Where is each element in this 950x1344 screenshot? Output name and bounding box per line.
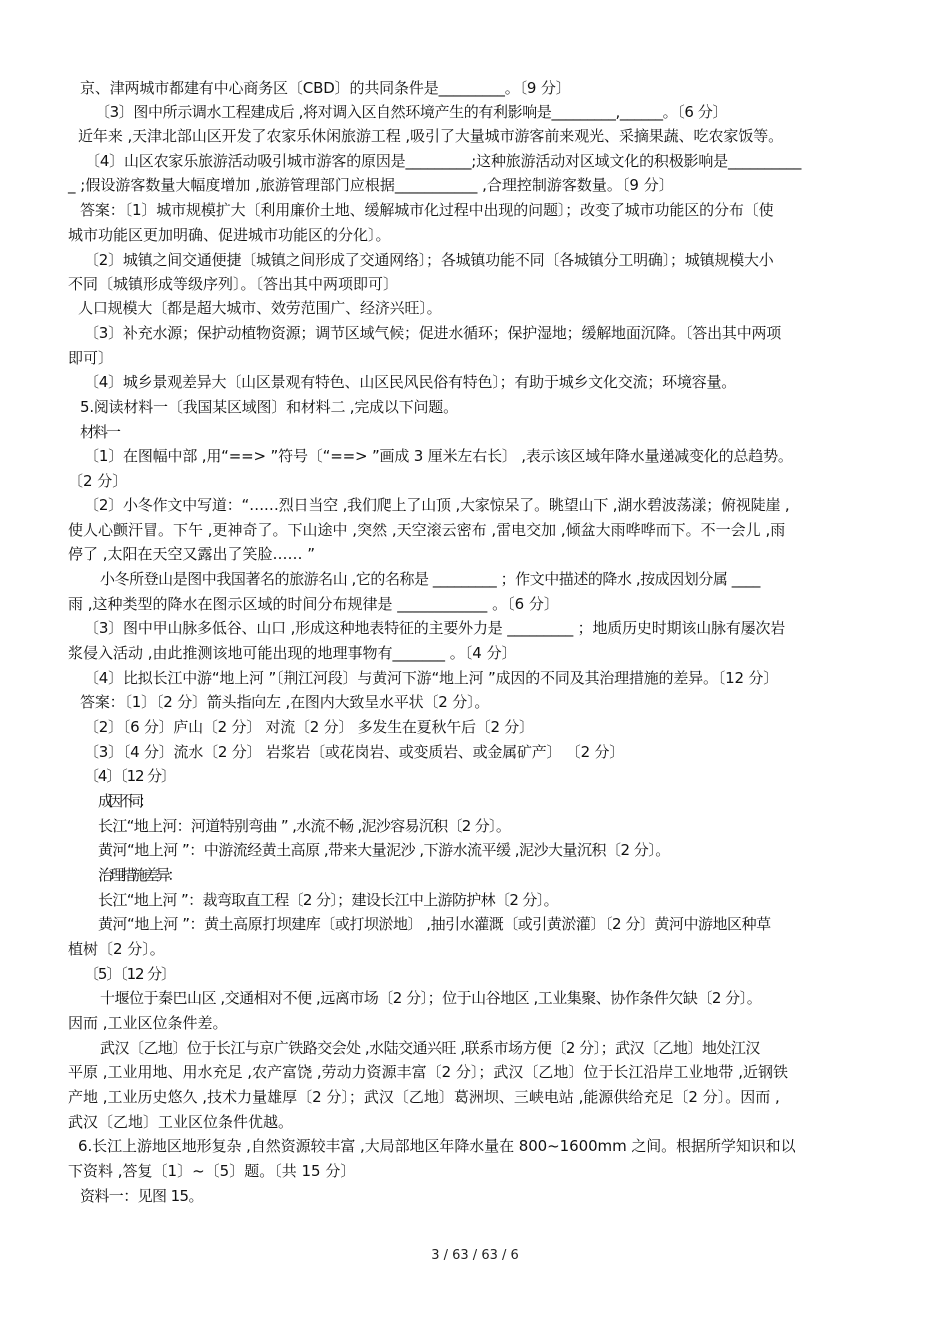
text-line: 成因不同： xyxy=(98,792,150,810)
text-line: 答案：〔1〕〔2 分〕箭头指向左 ,在图内大致呈水平状〔2 分〕。 xyxy=(80,693,490,711)
text-line: 不同〔城镇形成等级序列〕。〔答出其中两项即可〕 xyxy=(68,275,399,293)
text-line: 停了 ,太阳在天空又露出了笑脸…… ” xyxy=(68,545,316,563)
text-line: 植树〔2 分〕。 xyxy=(68,940,165,958)
text-line: 〔1〕在图幅中部 ,用“==> ”符号〔“==> ”画成 3 厘米左右长〕 ,表示该区域年降水量递减变化的总趋势。 xyxy=(84,447,793,465)
text-line: 人口规模大〔都是超大城市、效劳范围广、经济兴旺〕。 xyxy=(78,299,442,317)
text-line: 京、津两城市都建有中心商务区〔CBD〕的共同条件是_________。〔9 分〕 xyxy=(80,79,571,97)
text-line: 城市功能区更加明确、促进城市功能区的分化〕。 xyxy=(68,226,391,244)
text-line: 浆侵入活动 ,由此推测该地可能出现的地理事物有_______ 。〔4 分〕 xyxy=(68,644,517,662)
text-line: 雨 ,这种类型的降水在图示区域的时间分布规律是 ____________ 。〔6 分〕 xyxy=(68,595,559,613)
text-line: 材料一 xyxy=(80,423,120,441)
text-line: 长江“地上河 ”：裁弯取直工程〔2 分〕；建设长江中上游防护林〔2 分〕。 xyxy=(98,891,558,909)
page-number: 3 / 63 / 63 / 6 xyxy=(431,1248,519,1263)
text-line: 〔3〕补充水源；保护动植物资源；调节区域气候；促进水循环；保护湿地；缓解地面沉降。〔答出其中两项 xyxy=(84,324,782,342)
text-line: 〔4〕比拟长江中游“地上河 ”〔荆江河段〕与黄河下游“地上河 ”成因的不同及其治理措施的差异。〔12 分〕 xyxy=(84,669,779,687)
text-line: 〔4〕城乡景观差异大〔山区景观有特色、山区民风民俗有特色〕；有助于城乡文化交流；环境容量。 xyxy=(84,373,737,391)
text-line: 治理措施差异： xyxy=(98,866,179,884)
text-line: 因而 ,工业区位条件差。 xyxy=(68,1014,228,1032)
text-line: 黄河“地上河 ”：黄土高原打坝建库〔或打坝淤地〕 ,抽引水灌溉〔或引黄淤灌〕〔2 分〕黄河中游地区种草 xyxy=(98,915,771,933)
text-line: 〔2〕小冬作文中写道：“……烈日当空 ,我们爬上了山顶 ,大家惊呆了。眺望山下 ,湖水碧波荡漾；俯视陡崖 , xyxy=(84,496,790,514)
text-line: 使人心颤汗冒。下午 ,更神奇了。下山途中 ,突然 ,天空滚云密布 ,雷电交加 ,倾盆大雨哗哗而下。不一会儿 ,雨 xyxy=(68,521,786,539)
text-line: 小冬所登山是图中我国著名的旅游名山 ,它的名称是 _________ ；作文中描述的降水 ,按成因划分属 ____ xyxy=(100,570,760,588)
text-line: 〔4〕〔12 分〕 xyxy=(84,767,175,785)
text-line: 武汉〔乙地〕位于长江与京广铁路交会处 ,水陆交通兴旺 ,联系市场方便〔2 分〕；武汉〔乙地〕地处江汉 xyxy=(100,1039,760,1057)
text-line: 平原 ,工业用地、用水充足 ,农产富饶 ,劳动力资源丰富〔2 分〕；武汉〔乙地〕位于长江沿岸工业地带 ,近钢铁 xyxy=(68,1063,788,1081)
text-line: 〔3〕〔4 分〕流水〔2 分〕 岩浆岩〔或花岗岩、或变质岩、或金属矿产〕 〔2 分〕 xyxy=(84,743,624,761)
text-line: 黄河“地上河 ”：中游流经黄土高原 ,带来大量泥沙 ,下游水流平缓 ,泥沙大量沉积〔2 分〕。 xyxy=(98,841,670,859)
text-line: 〔5〕〔12 分〕 xyxy=(84,965,175,983)
text-line: 近年来 ,天津北部山区开发了农家乐休闲旅游工程 ,吸引了大量城市游客前来观光、采摘果蔬、吃农家饭等。 xyxy=(78,127,784,145)
question-heading: 5.阅读材料一〔我国某区域图〕和材料二 ,完成以下问题。 xyxy=(80,398,458,416)
text-line: _ ;假设游客数量大幅度增加 ,旅游管理部门应根据___________ ,合理控制游客数量。〔9 分〕 xyxy=(68,176,674,194)
text-line: 〔2〕城镇之间交通便捷〔城镇之间形成了交通网络〕；各城镇功能不同〔各城镇分工明确〕；城镇规模大小 xyxy=(84,251,774,269)
text-line: 长江“地上河：河道特别弯曲 ” ,水流不畅 ,泥沙容易沉积〔2 分〕。 xyxy=(98,817,511,835)
text-line: 下资料 ,答复〔1〕~〔5〕题。〔共 15 分〕 xyxy=(68,1162,356,1180)
text-line: 十堰位于秦巴山区 ,交通相对不便 ,远离市场〔2 分〕；位于山谷地区 ,工业集聚、协作条件欠缺〔2 分〕。 xyxy=(100,989,762,1007)
text-line: 产地 ,工业历史悠久 ,技术力量雄厚〔2 分〕；武汉〔乙地〕葛洲坝、三峡电站 ,能源供给充足〔2 分〕。因而 , xyxy=(68,1088,780,1106)
text-line: 〔2 分〕 xyxy=(68,472,128,490)
text-line: 答案：〔1〕城市规模扩大〔利用廉价土地、缓解城市化过程中出现的问题〕；改变了城市功能区的分布〔使 xyxy=(80,201,774,219)
text-line: 〔3〕图中甲山脉多低谷、山口 ,形成这种地表特征的主要外力是 _________ ；地质历史时期该山脉有屡次岩 xyxy=(84,619,786,637)
text-line: 武汉〔乙地〕工业区位条件优越。 xyxy=(68,1113,294,1131)
text-line: 即可〕 xyxy=(68,349,114,367)
text-line: 〔4〕山区农家乐旅游活动吸引城市游客的原因是_________;这种旅游活动对区域文化的积极影响是__________ xyxy=(85,152,802,170)
question-heading: 6.长江上游地区地形复杂 ,自然资源较丰富 ,大局部地区年降水量在 800~1600mm 之间。根据所学知识和以 xyxy=(78,1137,796,1155)
text-line: 资料一：见图 15。 xyxy=(80,1187,203,1205)
text-line: 〔3〕图中所示调水工程建成后 ,将对调入区自然环境产生的有利影响是_________,______。〔6 分〕 xyxy=(95,103,728,121)
text-line: 〔2〕〔6 分〕庐山〔2 分〕 对流〔2 分〕 多发生在夏秋午后〔2 分〕 xyxy=(84,718,534,736)
